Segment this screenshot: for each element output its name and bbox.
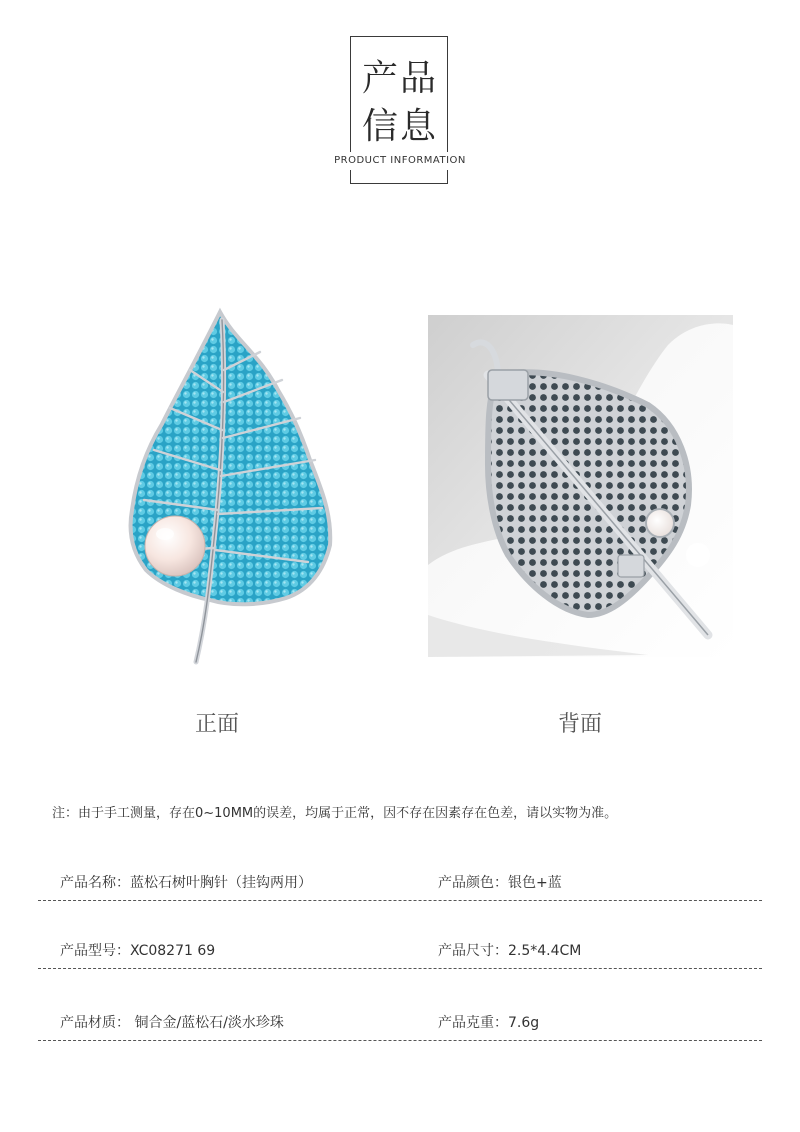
front-view-label: 正面	[194, 712, 239, 737]
title-line-2: 信息	[361, 106, 438, 147]
spec-row-2	[38, 936, 762, 969]
front-view-image	[110, 300, 350, 680]
leaf-brooch-front-illustration	[110, 300, 350, 680]
spec-product-size: 产品尺寸：2.5*4.4CM	[438, 943, 582, 959]
spec-product-color: 产品颜色：银色+蓝	[438, 875, 562, 891]
spec-row-3	[38, 1008, 762, 1041]
spec-row-1	[38, 868, 762, 901]
leaf-brooch-back-illustration	[428, 315, 733, 657]
spec-product-name: 产品名称：蓝松石树叶胸针（挂钩两用）	[60, 875, 312, 891]
spec-product-weight: 产品克重：7.6g	[438, 1015, 540, 1031]
back-view-label: 背面	[557, 712, 602, 737]
back-view-image	[428, 315, 733, 657]
spec-product-material: 产品材质： 铜合金/蓝松石/淡水珍珠	[60, 1015, 284, 1031]
title-subtitle-en: PRODUCT INFORMATION	[320, 152, 480, 170]
spec-product-model: 产品型号：XC08271 69	[60, 943, 216, 959]
title-line-1: 产品	[361, 58, 438, 99]
measurement-note: 注：由于手工测量，存在0~10MM的误差，均属于正常，因不存在因素存在色差，请以实物为准。	[52, 806, 618, 821]
